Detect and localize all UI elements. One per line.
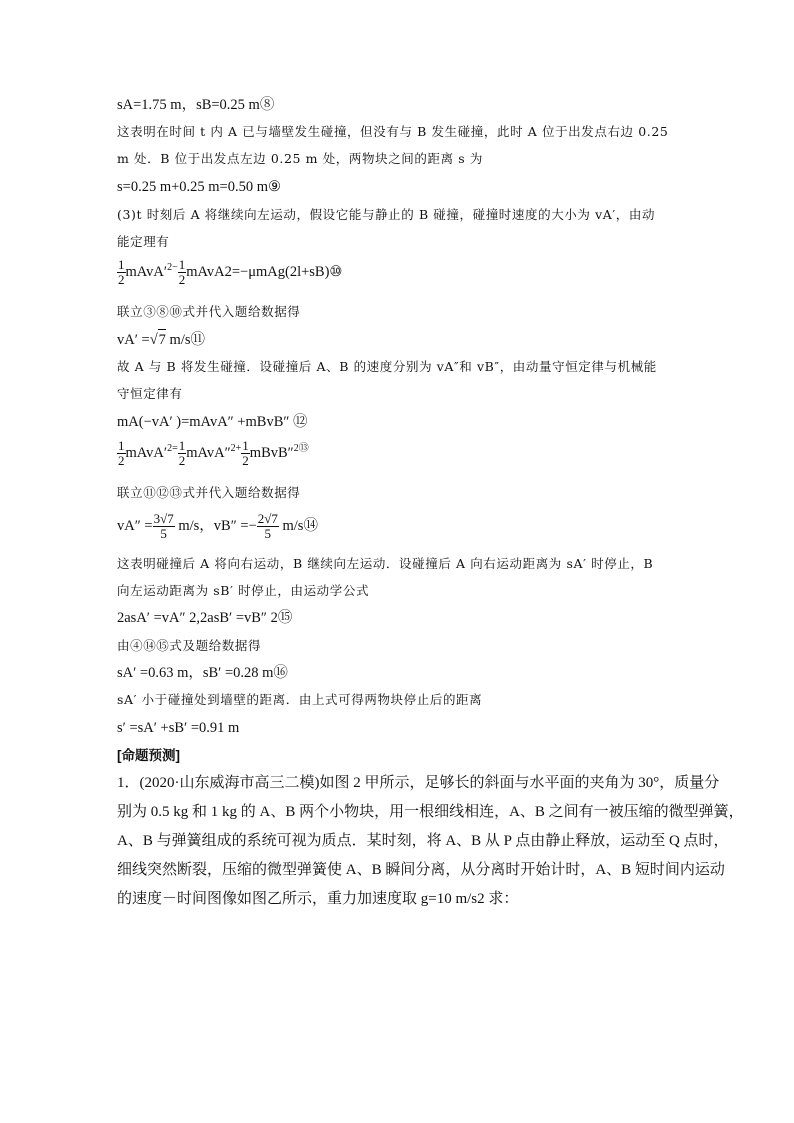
equation-line: mA(−vA′ )=mAvA″ +mBvB″ ⑫ bbox=[117, 414, 308, 430]
equation-line: $\frac{1}{2}$ $mAvA'^{2=}$ $\frac{1}{2}$ mAvA″$^{2+}$ $\frac{1}{2}$ mBvB″$^{2⑬}$ bbox=[118, 438, 309, 468]
fraction: $\frac{1}{2}$ bbox=[242, 438, 249, 468]
text-line: 这表明在时间 t 内 A 已与墙壁发生碰撞，但没有与 B 发生碰撞，此时 A 位于出发点右边 0.25 bbox=[117, 124, 669, 139]
text-line: 能定理有 bbox=[117, 234, 170, 249]
text-line: 守恒定律有 bbox=[117, 386, 183, 401]
text-line: (3)t 时刻后 A 将继续向左运动，假设它能与静止的 B 碰撞，碰撞时速度的大小为 vA′，由动 bbox=[117, 207, 656, 222]
equation-line: vA″ = $\frac{3√7}{5}$ m/s，vB″ =− $\frac{2√7}{5}$ m/s⑭ bbox=[117, 511, 318, 541]
equation-line: $\frac{1}{2}$ $mAvA'^{2-}$ $\frac{1}{2}$ mAvA2=−μmAg(2l+sB)⑩ bbox=[118, 257, 343, 287]
problem-line: 1．(2020·山东威海市高三二模)如图 2 甲所示，足够长的斜面与水平面的夹角为 30°，质量分 bbox=[117, 775, 720, 791]
problem-line: 细线突然断裂，压缩的微型弹簧使 A、B 瞬间分离，从分离时开始计时，A、B 短时间内运动 bbox=[117, 862, 725, 878]
problem-line: 的速度－时间图像如图乙所示，重力加速度取 g=10 m/s2 求： bbox=[117, 891, 519, 907]
text-line: 这表明碰撞后 A 将向右运动，B 继续向左运动．设碰撞后 A 向右运动距离为 sA′ 时停止，B bbox=[117, 556, 654, 571]
text-line: 向左运动距离为 sB′ 时停止，由运动学公式 bbox=[117, 583, 370, 598]
fraction: $\frac{1}{2}$ bbox=[118, 438, 125, 468]
fraction: $\frac{1}{2}$ bbox=[178, 257, 186, 287]
problem-line: 别为 0.5 kg 和 1 kg 的 A、B 两个小物块，用一根细线相连，A、B 之间有一被压缩的微型弹簧， bbox=[117, 804, 744, 820]
text-line: sA′ 小于碰撞处到墙壁的距离．由上式可得两物块停止后的距离 bbox=[117, 692, 483, 707]
equation-line: 2asA′ =vA″ 2,2asB′ =vB″ 2⑮ bbox=[117, 610, 293, 626]
fraction: $\frac{1}{2}$ bbox=[118, 257, 125, 287]
text-line: 联立⑪⑫⑬式并代入题给数据得 bbox=[117, 485, 301, 500]
equation-line: vA′ =√7 m/s⑪ bbox=[117, 329, 205, 350]
section-heading: [命题预测] bbox=[117, 748, 180, 763]
equation-line: sA=1.75 m，sB=0.25 m⑧ bbox=[117, 97, 275, 113]
equation-line: s′ =sA′ +sB′ =0.91 m bbox=[117, 720, 240, 736]
text-line: 联立③⑧⑩式并代入题给数据得 bbox=[117, 304, 301, 319]
problem-line: A、B 与弹簧组成的系统可视为质点．某时刻，将 A、B 从 P 点由静止释放，运动至 Q 点时， bbox=[117, 833, 729, 849]
fraction: $\frac{3√7}{5}$ bbox=[153, 511, 174, 541]
text-line: 故 A 与 B 将发生碰撞．设碰撞后 A、B 的速度分别为 vA″和 vB″，由动量守恒定律与机械能 bbox=[117, 359, 657, 374]
text-line: m 处．B 位于出发点左边 0.25 m 处，两物块之间的距离 s 为 bbox=[117, 151, 483, 166]
fraction: $\frac{2√7}{5}$ bbox=[257, 511, 278, 541]
equation-line: sA′ =0.63 m，sB′ =0.28 m⑯ bbox=[117, 665, 288, 681]
text-line: 由④⑭⑮式及题给数据得 bbox=[117, 638, 262, 653]
fraction: $\frac{1}{2}$ bbox=[178, 438, 186, 468]
equation-line: s=0.25 m+0.25 m=0.50 m⑨ bbox=[117, 179, 282, 195]
